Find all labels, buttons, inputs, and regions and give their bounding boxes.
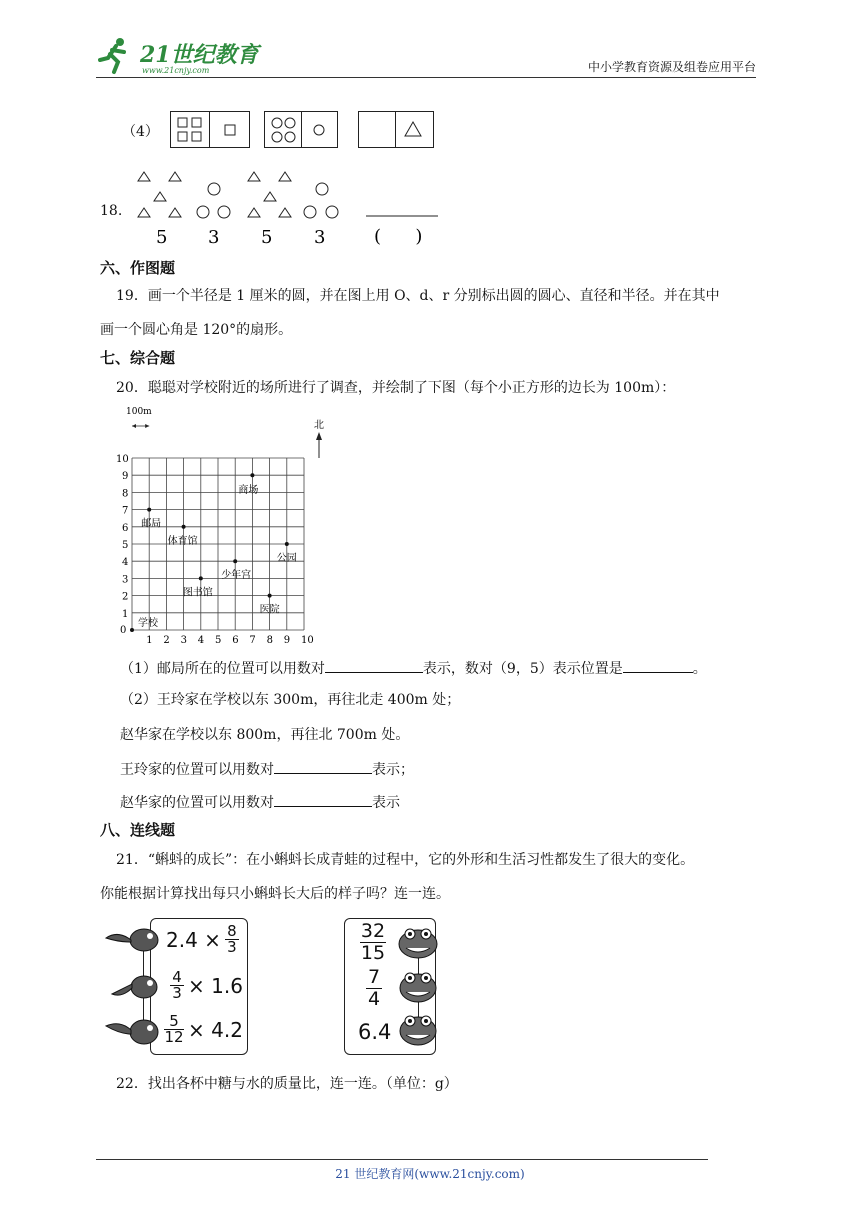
scale-arrow-right [145,424,149,428]
pattern-box-3 [358,111,434,148]
q18-num-3: 5 [261,227,273,248]
place-point [182,525,186,529]
logo-url: www.21cnjy.com [142,66,210,75]
answer-blank-1[interactable] [325,658,423,673]
expr-1-a: 2.4 × [166,927,221,952]
q21-line2: 你能根据计算找出每只小蝌蚪长大后的样子吗？连一连。 [100,886,450,902]
value-1[interactable] [360,922,386,963]
place-point [250,473,254,477]
triangle-icon [359,112,435,149]
q20-part2-line4a: 赵华家的位置可以用数对 [120,795,274,811]
pattern-box-1 [170,111,250,148]
q20-part1 [120,658,707,679]
runner-logo-icon [96,36,266,76]
q20-part2-line2: 赵华家在学校以东 800m，再往北 700m 处。 [120,727,410,743]
q20-part1-c: 。 [692,661,707,677]
frog-panel [344,918,444,1056]
y-tick-label: 1 [122,608,129,620]
pattern-box-2 [264,111,338,148]
place-label: 邮局 [141,518,162,530]
expr-1[interactable] [166,924,239,955]
place-point [268,594,272,598]
expr-2-b: × 1.6 [188,973,243,998]
expr-3-den: 12 [164,1028,184,1046]
q20-part1-a: （1）邮局所在的位置可以用数对 [120,661,325,677]
section8-title: 八、连线题 [100,821,176,839]
place-label: 医院 [259,604,280,616]
header-logo [96,36,266,76]
header-rule [96,77,756,78]
answer-blank-3[interactable] [274,759,372,774]
expr-3-num: 5 [169,1012,179,1030]
logo-text: 21世纪教育 [140,42,259,68]
expr-2-den: 3 [172,984,182,1002]
q20-part2-line4 [120,792,400,813]
y-tick-label: 6 [122,522,129,534]
y-tick-label: 3 [122,574,129,586]
footer-text: 21 世纪教育网(www.21cnjy.com) [335,1167,525,1181]
frogs-icon [396,918,444,1056]
expr-3[interactable] [164,1014,243,1045]
x-tick-label: 0 [120,625,127,636]
y-tick-label: 10 [116,454,129,465]
y-tick-label: 2 [122,591,129,603]
place-label: 图书馆 [182,587,213,599]
value-1-den: 15 [360,942,386,964]
q20-part2-line4b: 表示 [372,795,400,811]
x-tick-label: 4 [197,635,205,646]
q18-num-1: 5 [156,227,168,248]
expr-1-den: 3 [227,938,237,956]
expr-2[interactable] [170,970,243,1001]
x-tick-label: 9 [283,635,291,646]
x-tick-label: 10 [301,635,314,646]
scale-label: 100m [126,407,152,417]
place-point [285,542,289,546]
answer-blank-4[interactable] [274,792,372,807]
location-grid [110,404,340,646]
value-2[interactable] [366,968,382,1009]
y-tick-label: 9 [122,471,129,483]
north-label: 北 [314,420,324,431]
section6-title: 六、作图题 [100,259,176,277]
place-label: 公园 [276,553,297,564]
q20-part2-line3 [120,759,414,780]
y-tick-label: 4 [122,557,129,569]
place-point [233,559,237,563]
value-2-num: 7 [367,966,381,988]
place-label: 商场 [238,485,259,497]
place-point [199,576,203,580]
expr-2-num: 4 [172,968,182,986]
q20-intro: 20．聪聪对学校附近的场所进行了调查，并绘制了下图（每个小正方形的边长为 100m）： [116,380,676,396]
q20-part2-line3a: 王玲家的位置可以用数对 [120,762,274,778]
q20-part2-line3b: 表示； [372,762,414,778]
tadpoles-icon [104,918,164,1056]
tadpole-panel [104,918,249,1056]
place-label: 少年宫 [221,570,252,582]
place-point [130,628,134,632]
footer-rule [96,1159,708,1160]
scale-arrow-left [132,424,136,428]
value-3[interactable]: 6.4 [358,1020,392,1044]
value-1-num: 32 [360,920,386,942]
q19-line2: 画一个圆心角是 120°的扇形。 [100,322,293,338]
x-tick-label: 1 [146,635,153,646]
q18-answer-blank: ( ) [374,226,423,247]
x-tick-label: 8 [266,635,273,646]
y-tick-label: 7 [122,505,129,517]
section7-title: 七、综合题 [100,349,176,367]
q18-num-4: 3 [314,227,326,248]
north-arrow-head [316,432,322,440]
place-label: 学校 [138,618,158,629]
place-point [147,508,151,512]
q20-part1-b: 表示，数对（9，5）表示位置是 [422,661,623,677]
x-tick-label: 5 [215,635,222,646]
answer-blank-2[interactable] [623,658,693,673]
y-tick-label: 5 [122,540,129,551]
q18-shape-pattern [130,168,460,248]
q17-part4-label: （4） [122,124,159,140]
q18-number: 18. [100,203,123,219]
x-tick-label: 6 [232,635,239,646]
q21-line1: 21．“蝌蚪的成长”：在小蝌蚪长成青蛙的过程中，它的外形和生活习性都发生了很大的变化。 [116,852,695,868]
q18-num-2: 3 [208,227,220,248]
x-tick-label: 7 [249,635,256,646]
q20-part2-line1: （2）王玲家在学校以东 300m，再往北走 400m 处； [120,692,461,708]
x-tick-label: 3 [180,635,187,646]
expr-3-b: × 4.2 [188,1017,243,1042]
value-2-den: 4 [367,988,381,1010]
expr-1-num: 8 [227,922,237,940]
circles-icon [265,112,339,149]
squares-icon [171,112,251,149]
place-label: 体育馆 [167,535,198,547]
platform-name: 中小学教育资源及组卷应用平台 [587,60,756,74]
x-tick-label: 2 [163,635,170,646]
y-tick-label: 8 [122,488,129,500]
q22-text: 22．找出各杯中糖与水的质量比，连一连。（单位：g） [116,1076,458,1092]
q19-line1: 19．画一个半径是 1 厘米的圆，并在图上用 O、d、r 分别标出圆的圆心、直径和半径。并在其中 [116,288,720,304]
